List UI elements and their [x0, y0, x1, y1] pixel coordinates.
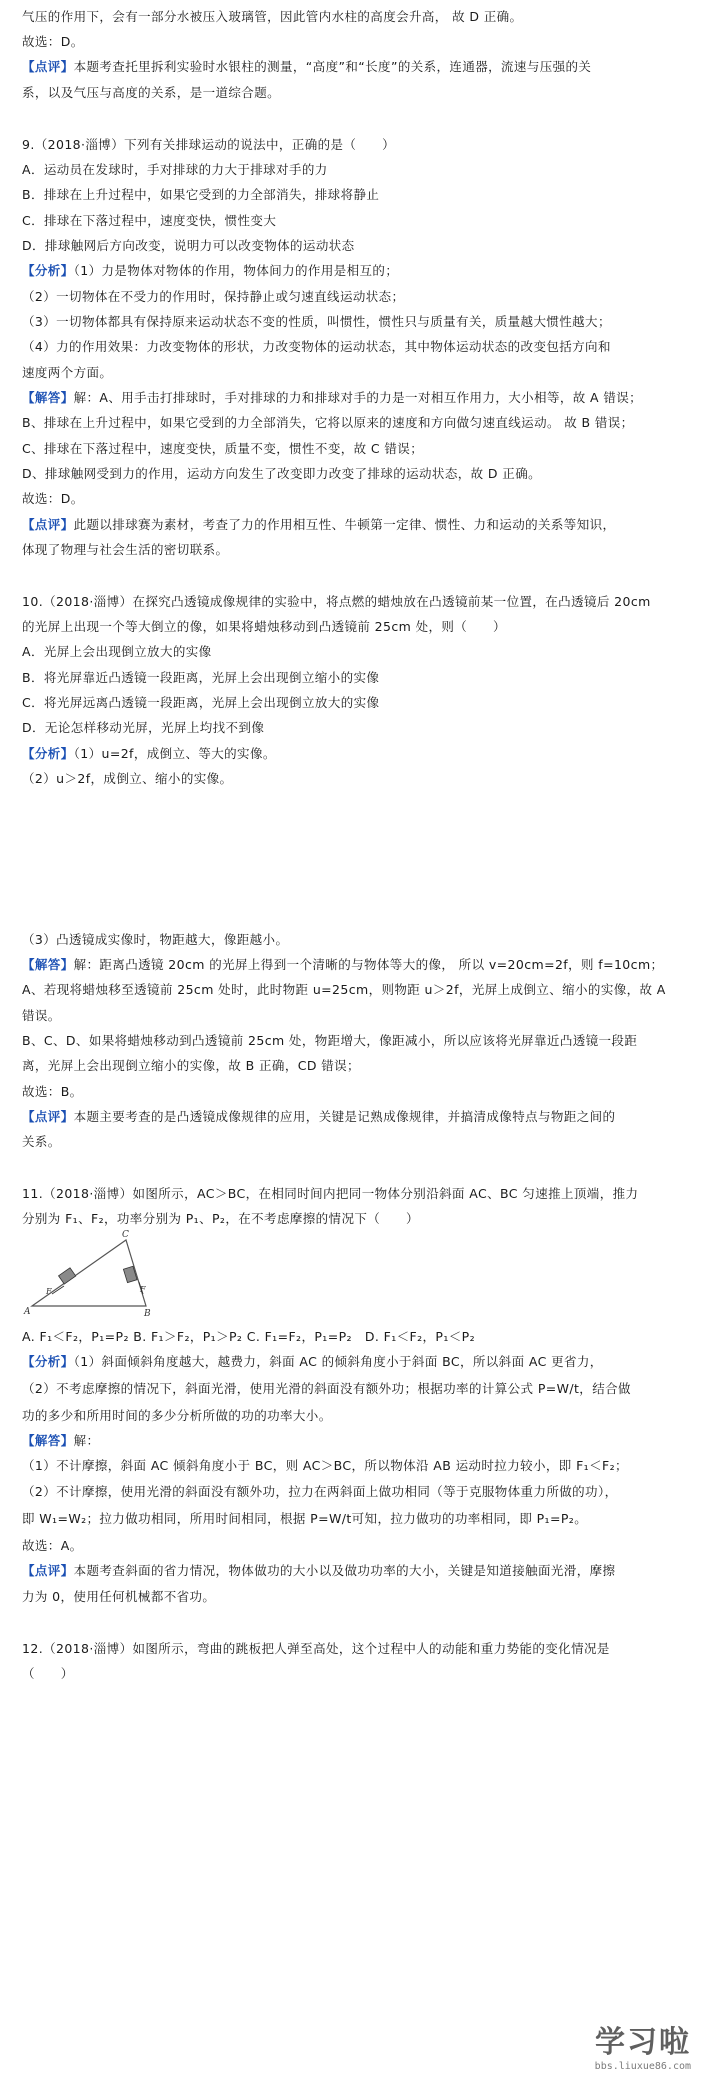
text-line	[22, 465, 541, 483]
text-line	[22, 136, 395, 154]
section-tag: 【点评】	[22, 1109, 74, 1124]
text-line	[22, 490, 84, 508]
text-line	[22, 1353, 603, 1371]
text-line	[22, 1562, 615, 1580]
line-text: D．排球触网后方向改变，说明力可以改变物体的运动状态	[22, 238, 355, 253]
text-line	[22, 58, 591, 76]
incline-figure	[22, 1228, 152, 1320]
text-line	[22, 414, 634, 432]
line-text: C．排球在下落过程中，速度变快，惯性变大	[22, 213, 277, 228]
text-line	[22, 669, 379, 687]
text-line	[22, 694, 379, 712]
section-tag: 【解答】	[22, 957, 74, 972]
line-text: B．将光屏靠近凸透镜一段距离，光屏上会出现倒立缩小的实像	[22, 670, 380, 685]
line-text: 的光屏上出现一个等大倒立的像，如果将蜡烛移动到凸透镜前 25cm 处，则（ ）	[22, 619, 506, 634]
label-a: A	[24, 1307, 31, 1317]
line-text: 9.（2018·淄博）下列有关排球运动的说法中，正确的是（ ）	[22, 137, 396, 152]
line-text: B、排球在上升过程中，如果它受到的力全部消失，它将以原来的速度和方向做匀速直线运动。 故 B 错误；	[22, 415, 634, 430]
section-tag: 【分析】	[22, 263, 74, 278]
text-line	[22, 161, 328, 179]
line-text: （2）不计摩擦，使用光滑的斜面没有额外功，拉力在两斜面上做功相同（等于克服物体重力所做的功），	[22, 1484, 618, 1499]
section-tag: 【点评】	[22, 517, 74, 532]
line-text: A．光屏上会出现倒立放大的实像	[22, 644, 212, 659]
line-text: （1）不计摩擦，斜面 AC 倾斜角度小于 BC，则 AC＞BC，所以物体沿 AB 运动时拉力较小，即 F₁＜F₂；	[22, 1458, 628, 1473]
line-text: 即 W₁=W₂；拉力做功相同，所用时间相同，根据 P=W/t可知，拉力做功的功率相同，即 P₁=P₂。	[22, 1511, 588, 1526]
text-line	[22, 1108, 615, 1126]
text-line	[22, 1483, 618, 1501]
line-text: A．运动员在发球时，手对排球的力大于排球对手的力	[22, 162, 328, 177]
line-text: 气压的作用下，会有一部分水被压入玻璃管，因此管内水柱的高度会升高， 故 D 正确。	[22, 9, 523, 24]
text-line	[22, 1328, 475, 1346]
text-line	[22, 33, 84, 51]
text-line	[22, 1588, 215, 1606]
line-text: 功的多少和所用时间的多少分析所做的功的功率大小。	[22, 1408, 332, 1423]
line-text: （1）斜面倾斜角度越大，越费力，斜面 AC 的倾斜角度小于斜面 BC，所以斜面 AC 更省力，	[73, 1354, 603, 1369]
text-line	[22, 1457, 628, 1475]
line-text: C、排球在下落过程中，速度变快，质量不变，惯性不变，故 C 错误；	[22, 441, 424, 456]
text-line	[22, 237, 355, 255]
section-tag: 【分析】	[22, 1354, 74, 1369]
text-line	[22, 364, 112, 382]
watermark	[595, 2017, 691, 2072]
line-text: （2）一切物体在不受力的作用时，保持静止或匀速直线运动状态；	[22, 289, 405, 304]
line-text: 力为 0，使用任何机械都不省功。	[22, 1589, 216, 1604]
line-text: A、若现将蜡烛移至透镜前 25cm 处时，此时物距 u=25cm，则物距 u＞2f，光屏上成倒立、缩小的实像，故 A	[22, 982, 666, 997]
line-text: 故选：D。	[22, 34, 84, 49]
label-c: C	[122, 1230, 129, 1240]
line-text: （2）u＞2f，成倒立、缩小的实像。	[22, 771, 233, 786]
section-tag: 【点评】	[22, 1563, 74, 1578]
text-line	[22, 1133, 61, 1151]
text-line	[22, 186, 379, 204]
line-text: 故选：D。	[22, 491, 84, 506]
text-line	[22, 770, 232, 788]
line-text: 体现了物理与社会生活的密切联系。	[22, 542, 229, 557]
line-text: 关系。	[22, 1134, 61, 1149]
text-line	[22, 618, 506, 636]
line-text: （3）凸透镜成实像时，物距越大，像距越小。	[22, 932, 289, 947]
line-text: （1）力是物体对物体的作用，物体间力的作用是相互的；	[73, 263, 399, 278]
line-text: 此题以排球赛为素材，考查了力的作用相互性、牛顿第一定律、惯性、力和运动的关系等知识，	[73, 517, 616, 532]
section-tag: 【解答】	[22, 1433, 74, 1448]
text-line	[22, 1210, 419, 1228]
line-text: （4）力的作用效果：力改变物体的形状，力改变物体的运动状态，其中物体运动状态的改变包括方向和	[22, 339, 611, 354]
line-text: 解：距离凸透镜 20cm 的光屏上得到一个清晰的与物体等大的像， 所以 v=20cm=2f，则 f=10cm；	[73, 957, 664, 972]
line-text: 12.（2018·淄博）如图所示，弯曲的跳板把人弹至高处，这个过程中人的动能和重力势能的变化情况是	[22, 1641, 610, 1656]
line-text: B．排球在上升过程中，如果它受到的力全部消失，排球将静止	[22, 187, 380, 202]
line-text: （3）一切物体都具有保持原来运动状态不变的性质，叫惯性，惯性只与质量有关，质量越大惯性越大；	[22, 314, 611, 329]
text-line	[22, 1007, 61, 1025]
line-text: D．无论怎样移动光屏，光屏上均找不到像	[22, 720, 265, 735]
watermark-url: bbs.liuxue86.com	[594, 2061, 691, 2072]
text-line	[22, 981, 666, 999]
text-line	[22, 643, 212, 661]
line-text: 本题主要考查的是凸透镜成像规律的应用，关键是记熟成像规律，并搞清成像特点与物距之间的	[73, 1109, 616, 1124]
text-line	[22, 719, 264, 737]
line-text: 本题考查托里拆利实验时水银柱的测量，“高度”和“长度”的关系，连通器，流速与压强的关	[73, 59, 592, 74]
line-text: （1）u=2f，成倒立、等大的实像。	[73, 746, 276, 761]
line-text: 解：	[73, 1433, 100, 1448]
text-line	[22, 1057, 360, 1075]
text-line	[22, 931, 288, 949]
line-text: （2）不考虑摩擦的情况下，斜面光滑，使用光滑的斜面没有额外功；根据功率的计算公式 P=W/t，结合做	[22, 1381, 631, 1396]
line-text: 故选：A。	[22, 1538, 83, 1553]
line-text: 故选：B。	[22, 1084, 83, 1099]
line-text: （ ）	[22, 1666, 74, 1681]
line-text: 速度两个方面。	[22, 365, 113, 380]
line-text: B、C、D、如果将蜡烛移动到凸透镜前 25cm 处，物距增大，像距减小，所以应该将光屏靠近凸透镜一段距	[22, 1033, 638, 1048]
text-line	[22, 440, 423, 458]
text-line	[22, 1407, 332, 1425]
text-line	[22, 516, 615, 534]
label-b: B	[144, 1309, 151, 1319]
text-line	[22, 389, 642, 407]
text-line	[22, 1510, 587, 1528]
text-line	[22, 1665, 74, 1683]
line-text: 11.（2018·淄博）如图所示，AC＞BC，在相同时间内把同一物体分别沿斜面 AC、BC 匀速推上顶端，推力	[22, 1186, 639, 1201]
line-text: A. F₁＜F₂，P₁=P₂ B. F₁＞F₂，P₁＞P₂ C. F₁=F₂，P₁=P₂ D. F₁＜F₂，P₁＜P₂	[22, 1329, 476, 1344]
text-line	[22, 1185, 638, 1203]
line-text: C．将光屏远离凸透镜一段距离，光屏上会出现倒立放大的实像	[22, 695, 380, 710]
line-text: 离，光屏上会出现倒立缩小的实像，故 B 正确，CD 错误；	[22, 1058, 360, 1073]
text-line	[22, 8, 522, 26]
text-line	[22, 1537, 83, 1555]
text-line	[22, 84, 280, 102]
block-on-ac	[59, 1268, 76, 1284]
text-line	[22, 745, 276, 763]
line-text: 本题考查斜面的省力情况，物体做功的大小以及做功功率的大小，关键是知道接触面光滑，摩擦	[73, 1563, 616, 1578]
section-tag: 【分析】	[22, 746, 74, 761]
line-text: 错误。	[22, 1008, 61, 1023]
label-f2: F	[140, 1285, 146, 1294]
text-line	[22, 338, 611, 356]
section-tag: 【解答】	[22, 390, 74, 405]
text-line	[22, 313, 611, 331]
section-tag: 【点评】	[22, 59, 74, 74]
text-line	[22, 1380, 631, 1398]
label-f1: F	[46, 1287, 52, 1296]
line-text: 10.（2018·淄博）在探究凸透镜成像规律的实验中，将点燃的蜡烛放在凸透镜前某一位置，在凸透镜后 20cm	[22, 594, 651, 609]
text-line	[22, 262, 398, 280]
text-line	[22, 1432, 99, 1450]
text-line	[22, 288, 404, 306]
text-line	[22, 1032, 637, 1050]
line-text: 系，以及气压与高度的关系，是一道综合题。	[22, 85, 281, 100]
text-line	[22, 956, 663, 974]
text-line	[22, 212, 276, 230]
text-line	[22, 1640, 610, 1658]
text-line	[22, 541, 228, 559]
text-line	[22, 1083, 83, 1101]
text-line	[22, 593, 651, 611]
line-text: D、排球触网受到力的作用，运动方向发生了改变即力改变了排球的运动状态，故 D 正确。	[22, 466, 541, 481]
line-text: 分别为 F₁、F₂，功率分别为 P₁、P₂，在不考虑摩擦的情况下（ ）	[22, 1211, 419, 1226]
watermark-logo: 学习啦	[595, 2025, 691, 2060]
line-text: 解：A、用手击打排球时，手对排球的力和排球对手的力是一对相互作用力，大小相等，故 A 错误；	[73, 390, 643, 405]
